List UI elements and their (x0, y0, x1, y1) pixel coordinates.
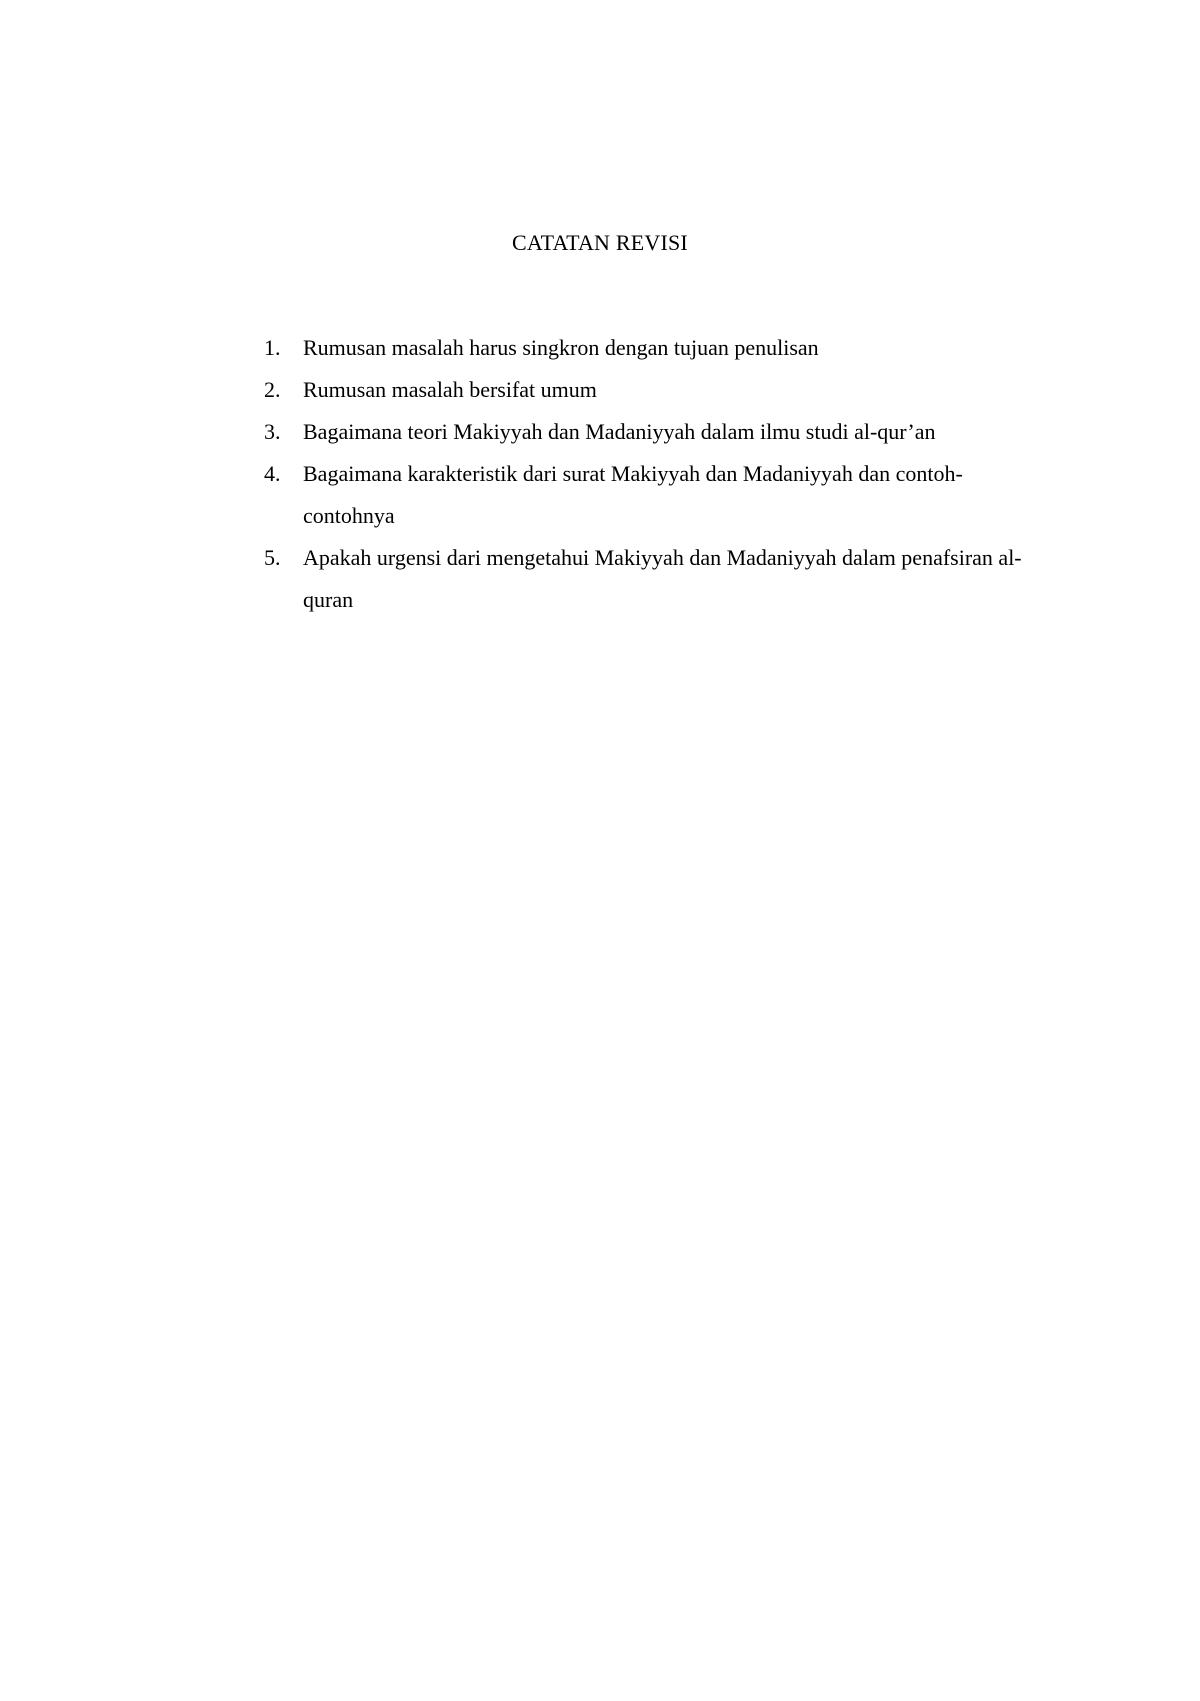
item-number: 5. (264, 545, 281, 570)
item-text: Rumusan masalah bersifat umum (303, 377, 597, 402)
list-item (264, 369, 1024, 411)
list-item (264, 327, 1024, 369)
revision-list (264, 327, 1024, 621)
list-item (264, 537, 1024, 621)
item-text: Bagaimana karakteristik dari surat Makiyyah dan Madaniyyah dan contoh-contohnya (303, 461, 963, 528)
item-number: 3. (264, 419, 281, 444)
item-number: 1. (264, 335, 281, 360)
list-item (264, 411, 1024, 453)
item-text: Bagaimana teori Makiyyah dan Madaniyyah dalam ilmu studi al-qur’an (303, 419, 936, 444)
item-number: 2. (264, 377, 281, 402)
list-item (264, 453, 1024, 537)
document-title: CATATAN REVISI (512, 230, 688, 255)
item-text: Apakah urgensi dari mengetahui Makiyyah dan Madaniyyah dalam penafsiran al-quran (303, 545, 1022, 612)
item-number: 4. (264, 461, 281, 486)
item-text: Rumusan masalah harus singkron dengan tujuan penulisan (303, 335, 819, 360)
